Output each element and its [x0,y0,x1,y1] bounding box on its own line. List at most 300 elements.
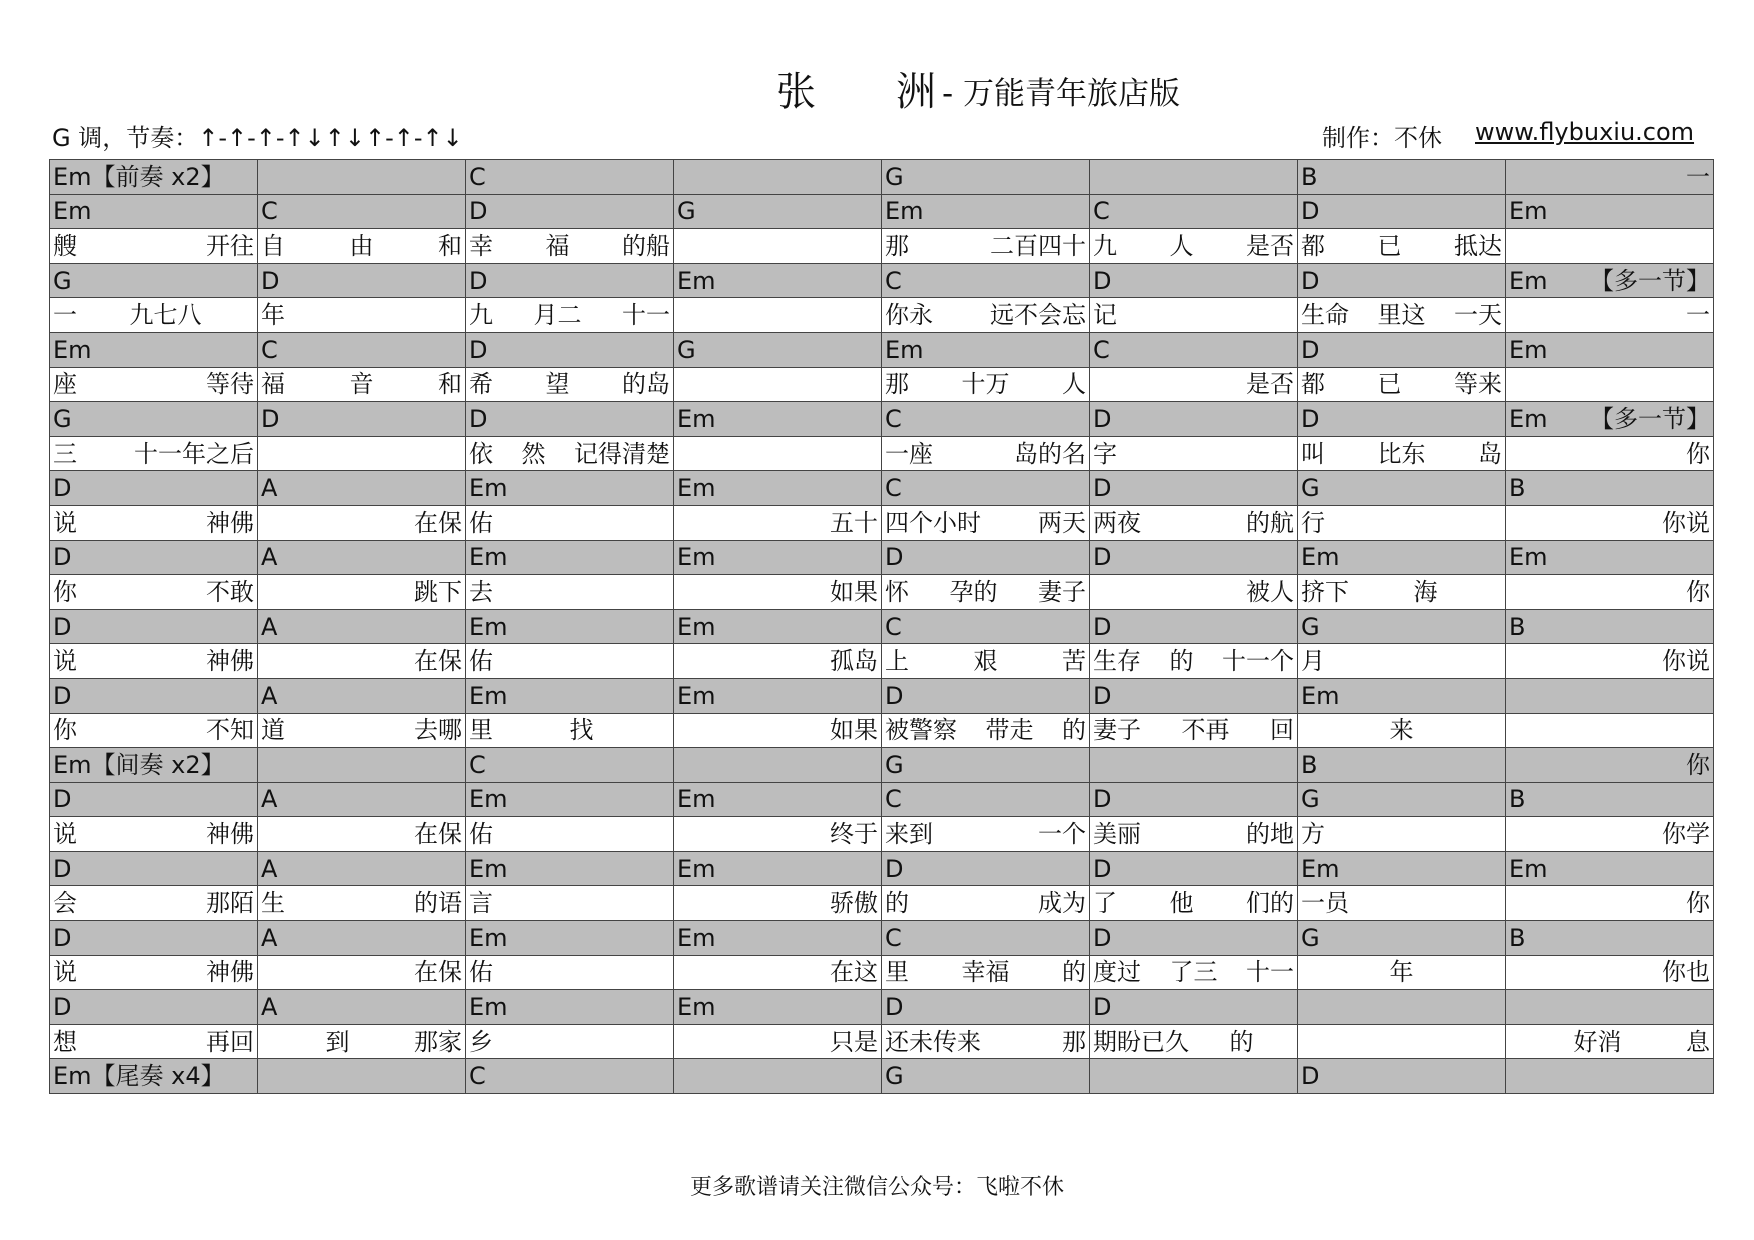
lyric-cell [882,713,1090,748]
lyric-cell [466,575,674,610]
lyric-cell [466,955,674,990]
lyric-segment: 和 [438,370,462,399]
cell-segments [1509,750,1710,779]
chord-text: Em [677,404,716,433]
chord-sheet-table [49,159,1714,1094]
lyric-segment: 九七八 [129,301,202,330]
chord-text: G [677,335,696,364]
chord-row [50,540,1714,575]
chord-cell [674,851,882,886]
song-title: 张 洲 [776,69,936,115]
lyric-cell [882,886,1090,921]
lyric-segment: 说 [53,647,77,676]
lyric-segment: 的岛 [622,370,670,399]
lyric-cell [258,436,466,471]
website-link[interactable]: www.flybuxiu.com [1475,118,1695,146]
cell-segments [677,577,878,606]
lyric-segment: 好消 [1573,1027,1622,1056]
cell-segments [677,820,878,849]
lyric-segment: 等待 [206,370,254,399]
lyric-segment: 然 [521,439,546,468]
chord-text: 一 [1686,162,1710,191]
chord-cell [674,194,882,229]
chord-text: B [1301,162,1318,191]
lyric-cell [1506,713,1714,748]
lyric-cell [50,575,258,610]
lyric-cell [1298,575,1506,610]
lyric-segment: 你也 [1662,958,1710,987]
chord-text: Em [469,854,508,883]
lyric-text: 乡 [469,1027,493,1056]
chord-cell [1298,471,1506,506]
chord-text: Em [1509,266,1548,295]
chord-text: Em [677,612,716,641]
cell-segments [261,647,462,676]
chord-cell [674,921,882,956]
lyric-segment: 期盼已久 [1093,1027,1189,1056]
lyric-segment: 道 [261,716,285,745]
chord-text: Em [885,335,924,364]
chord-cell [674,782,882,817]
chord-cell [1506,332,1714,367]
cell-segments [53,647,254,676]
lyric-segment: 神佛 [206,508,254,537]
chord-cell [258,990,466,1025]
cell-segments [1509,508,1710,537]
lyric-segment: 的 [1062,958,1086,987]
cell-segments [261,716,462,745]
chord-cell [1090,194,1298,229]
lyric-row [50,505,1714,540]
lyric-cell [466,367,674,402]
chord-text: C [885,404,902,433]
chord-cell [466,782,674,817]
lyric-segment: 的 [885,889,909,918]
lyric-cell [258,955,466,990]
lyric-cell [674,644,882,679]
chord-cell [466,471,674,506]
cell-segments [261,820,462,849]
lyric-segment: 你说 [1662,647,1710,676]
lyric-segment: 望 [545,370,570,399]
chord-cell [466,990,674,1025]
chord-cell [1090,609,1298,644]
chord-text: Em [677,474,716,503]
chord-text: A [261,474,278,503]
chord-cell [466,194,674,229]
lyric-segment: 十一年之后 [134,439,254,468]
cell-segments [261,1027,462,1056]
lyric-segment: 神佛 [206,958,254,987]
lyric-cell [1298,436,1506,471]
cell-segments [1093,820,1294,849]
cell-segments [885,647,1086,676]
lyric-segment: 月二 [533,301,582,330]
lyric-segment: 九 [1093,231,1117,260]
lyric-segment: 已 [1377,231,1402,260]
lyric-row [50,644,1714,679]
lyric-cell [258,229,466,264]
chord-row [50,263,1714,298]
lyric-segment: 骄傲 [830,889,878,918]
lyric-cell [882,298,1090,333]
lyric-segment: 是否 [1246,231,1294,260]
chord-cell [1298,540,1506,575]
lyric-segment: 想 [53,1027,77,1056]
chord-cell [1506,851,1714,886]
chord-text: D [1093,266,1112,295]
chord-cell [258,194,466,229]
cell-segments [261,370,462,399]
lyric-row [50,436,1714,471]
chord-cell [1298,748,1506,783]
chord-cell [258,332,466,367]
cell-segments [1509,577,1710,606]
cell-segments [53,577,254,606]
lyric-cell [1298,817,1506,852]
lyric-segment: 幸 [469,231,493,260]
chord-text: B [1509,612,1526,641]
chord-cell [50,471,258,506]
lyric-segment: 在保 [414,508,462,537]
lyric-segment: 两天 [1038,508,1086,537]
lyric-segment: 一座 [885,439,933,468]
lyric-segment: 座 [53,370,77,399]
lyric-segment: 一 [53,301,77,330]
lyric-segment: 一天 [1454,301,1502,330]
chord-row [50,782,1714,817]
lyric-cell [466,886,674,921]
lyric-segment: 被警察 [885,716,957,745]
chord-row [50,1059,1714,1094]
lyric-row [50,955,1714,990]
cell-segments [1509,958,1710,987]
lyric-segment: 说 [53,958,77,987]
lyric-segment: 岛 [1478,439,1502,468]
lyric-segment: 神佛 [206,647,254,676]
lyric-cell [1298,644,1506,679]
lyric-segment: 在保 [414,958,462,987]
lyric-segment: 自 [261,231,285,260]
chord-text: A [261,993,278,1022]
lyric-cell [1090,367,1298,402]
cell-segments [1093,889,1294,918]
chord-text: B [1509,785,1526,814]
lyric-segment: 苦 [1062,647,1086,676]
lyric-segment: 岛的名 [1014,439,1086,468]
chord-cell [258,609,466,644]
chord-cell [882,990,1090,1025]
lyric-cell [1298,298,1506,333]
chord-cell [466,748,674,783]
chord-text: C [885,785,902,814]
chord-text: D [53,612,72,641]
cell-segments [1301,716,1502,745]
lyric-cell [258,1024,466,1059]
cell-segments [885,716,1086,745]
chord-text: Em [469,612,508,641]
lyric-cell [466,298,674,333]
cell-segments [53,958,254,987]
lyric-cell [1298,505,1506,540]
lyric-segment: 一个 [1038,820,1086,849]
lyric-row [50,1024,1714,1059]
lyric-segment: 人 [1062,370,1086,399]
lyric-segment: 如果 [830,577,878,606]
chord-text: G [1301,474,1320,503]
lyric-row [50,298,1714,333]
lyric-segment: 记得清楚 [574,439,670,468]
lyric-segment: 跳下 [414,577,462,606]
lyric-segment: 你 [53,577,77,606]
chord-cell [882,471,1090,506]
chord-cell [466,921,674,956]
cell-segments [1301,301,1502,330]
chord-cell [1506,1059,1714,1094]
cell-segments [1093,716,1294,745]
chord-text: Em [1301,854,1340,883]
lyric-segment: 美丽 [1093,820,1141,849]
cell-segments [677,958,878,987]
chord-cell [258,471,466,506]
cell-segments [261,231,462,260]
lyric-segment: 年 [1389,958,1414,987]
lyric-cell [1506,1024,1714,1059]
lyric-text: 年 [261,301,285,330]
chord-text: A [261,543,278,572]
cell-segments [885,820,1086,849]
chord-cell [674,540,882,575]
lyric-cell [1090,955,1298,990]
cell-segments [53,889,254,918]
chord-text: D [261,266,280,295]
chord-cell [1506,540,1714,575]
chord-cell [466,1059,674,1094]
cell-segments [469,716,670,745]
chord-text: Em [1509,543,1548,572]
lyric-segment: 一 [1686,301,1710,330]
lyric-segment: 开往 [206,231,254,260]
chord-cell [50,678,258,713]
chord-text: Em [469,993,508,1022]
chord-cell [674,332,882,367]
lyric-segment: 福 [261,370,285,399]
lyric-segment: 来 [1389,716,1414,745]
cell-segments [1509,162,1710,191]
chord-text: Em [677,681,716,710]
lyric-segment: 艰 [973,647,998,676]
chord-text: D [469,335,488,364]
chord-text: D [1093,923,1112,952]
lyric-cell [1506,367,1714,402]
chord-cell [50,540,258,575]
lyric-segment: 里这 [1377,301,1426,330]
chord-text: G [53,404,72,433]
chord-cell [258,678,466,713]
lyric-cell [258,644,466,679]
chord-text: D [1301,335,1320,364]
lyric-segment: 三 [53,439,77,468]
lyric-cell [882,817,1090,852]
lyric-text: 行 [1301,508,1325,537]
chord-cell [1090,332,1298,367]
chord-text: Em [677,266,716,295]
lyric-segment: 五十 [830,508,878,537]
lyric-cell [1506,886,1714,921]
chord-cell [50,609,258,644]
cell-segments [885,958,1086,987]
chord-row [50,160,1714,195]
chord-text: D [53,681,72,710]
lyric-cell [466,817,674,852]
lyric-segment: 的船 [622,231,670,260]
lyric-segment: 音 [349,370,374,399]
chord-cell [882,332,1090,367]
lyric-segment: 福 [545,231,570,260]
lyric-segment: 生存 [1093,647,1141,676]
chord-text: G [885,162,904,191]
cell-segments [1093,508,1294,537]
chord-text: D [53,993,72,1022]
chord-text: D [885,854,904,883]
lyric-cell [1506,955,1714,990]
chord-cell [258,263,466,298]
lyric-cell [1298,367,1506,402]
lyric-cell [882,436,1090,471]
lyric-segment: 不知 [206,716,254,745]
chord-cell [50,332,258,367]
chord-cell [882,851,1090,886]
cell-segments [1093,647,1294,676]
lyric-cell [882,229,1090,264]
lyric-segment: 比东 [1377,439,1426,468]
lyric-segment: 了 [1093,889,1117,918]
chord-cell [466,402,674,437]
lyric-cell [1298,229,1506,264]
lyric-cell [882,955,1090,990]
chord-cell [1090,402,1298,437]
chord-cell [674,748,882,783]
lyric-row [50,229,1714,264]
lyric-text: 字 [1093,439,1117,468]
lyric-segment: 你说 [1662,508,1710,537]
chord-text: A [261,785,278,814]
lyric-cell [674,817,882,852]
chord-cell [466,332,674,367]
lyric-segment: 是否 [1246,370,1294,399]
lyric-cell [1090,575,1298,610]
chord-row [50,990,1714,1025]
chord-text: C [469,1062,486,1091]
chord-cell [1298,194,1506,229]
chord-text: C [885,612,902,641]
lyric-segment: 妻子 [1038,577,1086,606]
lyric-segment: 生命 [1301,301,1349,330]
chord-cell [1090,782,1298,817]
lyric-cell [1298,713,1506,748]
chord-cell [1090,678,1298,713]
lyric-segment: 度过 [1093,958,1141,987]
lyric-cell [1090,505,1298,540]
chord-cell [674,609,882,644]
chord-text: G [1301,612,1320,641]
chord-text: D [1301,197,1320,226]
lyric-cell [466,436,674,471]
lyric-segment: 你 [1686,439,1710,468]
chord-text: D [1301,404,1320,433]
cell-segments [885,301,1086,330]
chord-cell [258,851,466,886]
lyric-segment: 孤岛 [830,647,878,676]
cell-segments [885,439,1086,468]
lyric-cell [258,575,466,610]
chord-text: C [469,750,486,779]
lyric-cell [674,229,882,264]
lyric-cell [1090,817,1298,852]
chord-cell [1298,990,1506,1025]
chord-text: Em [885,197,924,226]
cell-segments [53,370,254,399]
lyric-cell [466,229,674,264]
lyric-cell [1090,298,1298,333]
chord-cell [50,194,258,229]
lyric-cell [1090,713,1298,748]
chord-cell [1090,160,1298,195]
chord-cell [50,851,258,886]
chord-cell [258,1059,466,1094]
lyric-text: 方 [1301,820,1325,849]
lyric-row [50,713,1714,748]
lyric-segment: 息 [1686,1027,1710,1056]
chord-row [50,402,1714,437]
chord-text: D [885,681,904,710]
lyric-segment: 被人 [1246,577,1294,606]
cell-segments [469,231,670,260]
chord-text: Em【尾奏 x4】 [53,1062,225,1091]
chord-text: 你 [1686,750,1710,779]
lyric-cell [50,886,258,921]
chord-cell [1506,990,1714,1025]
lyric-text: 月 [1301,647,1325,676]
chord-text: D [1093,785,1112,814]
chord-cell [1506,678,1714,713]
cell-segments [677,508,878,537]
lyric-segment: 在保 [414,820,462,849]
lyric-cell [674,713,882,748]
lyric-segment: 他 [1169,889,1194,918]
cell-segments [261,508,462,537]
cell-segments [1093,577,1294,606]
lyric-segment: 生 [261,889,285,918]
lyric-cell [466,505,674,540]
chord-cell [1298,1059,1506,1094]
lyric-row [50,817,1714,852]
chord-text: D [885,993,904,1022]
cell-segments [1093,231,1294,260]
lyric-segment: 不再 [1181,716,1230,745]
chord-cell [882,194,1090,229]
lyric-cell [258,713,466,748]
lyric-cell [50,436,258,471]
chord-text: Em [677,543,716,572]
lyric-cell [674,298,882,333]
chord-text: C [885,266,902,295]
lyric-cell [258,886,466,921]
cell-segments [1509,439,1710,468]
chord-cell [1298,678,1506,713]
lyric-segment: 和 [438,231,462,260]
chord-row [50,921,1714,956]
